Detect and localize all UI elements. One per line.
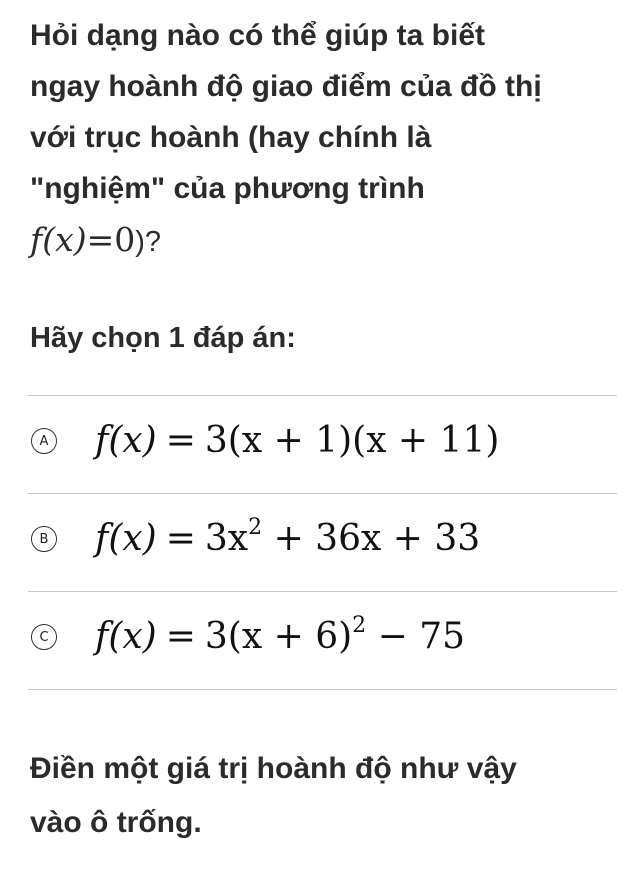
option-b-rhs-a: 3x [204, 518, 249, 559]
equation-rhs: 0 [114, 220, 136, 259]
choose-instruction: Hãy chọn 1 đáp án: [30, 322, 296, 354]
option-a-expression [95, 418, 499, 464]
option-c-equals: = [165, 616, 196, 657]
question-line-1: Hỏi dạng nào có thể giúp ta biết [30, 19, 485, 52]
option-c-expression [95, 614, 465, 660]
question-line-3: với trục hoành (hay chính là [30, 121, 432, 154]
fill-instruction [30, 742, 620, 850]
option-b-equals: = [165, 518, 196, 559]
fill-instruction-line-1: Điền một giá trị hoành độ như vậy [30, 752, 517, 785]
radio-c-icon[interactable]: C [31, 624, 57, 650]
question-text [30, 10, 620, 268]
option-b[interactable] [28, 494, 617, 592]
option-c-lhs: f(x) [95, 616, 157, 657]
equation-tail: )? [135, 226, 162, 258]
equation-lhs: f(x) [30, 220, 87, 259]
option-a-lhs: f(x) [95, 420, 157, 461]
option-b-expression [95, 516, 480, 562]
question-line-2: ngay hoành độ giao điểm của đồ thị [30, 70, 542, 103]
equation-equals: = [86, 220, 115, 259]
option-b-lhs: f(x) [95, 518, 157, 559]
option-b-rhs-b: + 36x + 33 [273, 518, 481, 559]
option-c-rhs-b: − 75 [377, 616, 466, 657]
fill-instruction-line-2: vào ô trống. [30, 806, 202, 839]
question-line-4: "nghiệm" của phương trình [30, 172, 425, 205]
option-b-exponent: 2 [248, 515, 263, 540]
option-c-rhs-a: 3(x + 6) [204, 616, 353, 657]
option-a-equals: = [165, 420, 196, 461]
radio-b-icon[interactable]: B [31, 526, 57, 552]
radio-a-icon[interactable]: A [31, 428, 57, 454]
option-c-exponent: 2 [352, 613, 367, 638]
answer-options [28, 395, 617, 690]
option-c[interactable] [28, 592, 617, 690]
option-a-rhs: 3(x + 1)(x + 11) [204, 420, 500, 461]
option-a[interactable] [28, 396, 617, 494]
question-equation [30, 214, 620, 268]
